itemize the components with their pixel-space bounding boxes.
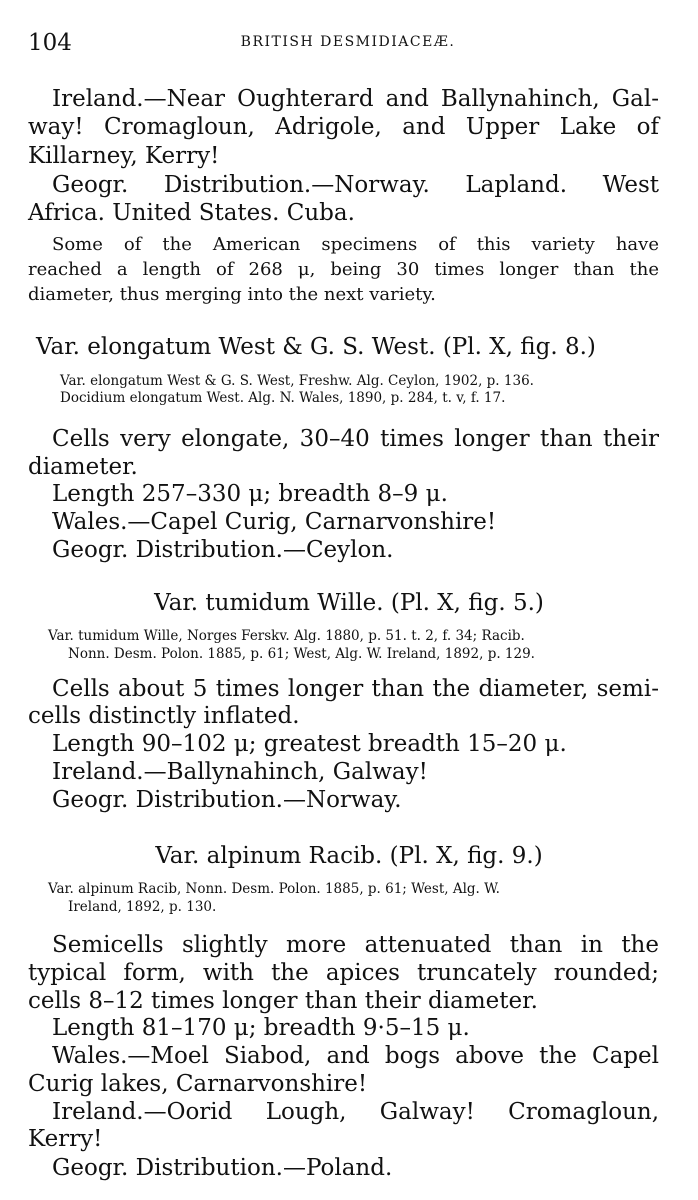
note-line: Some of the American specimens of this variety have <box>52 234 659 255</box>
text-line: Ireland.—Ballynahinch, Galway! <box>52 759 428 785</box>
variety-heading: Var. alpinum Racib. (Pl. X, fig. 9.) <box>155 843 543 869</box>
text-line: Geogr. Distribution.—Poland. <box>52 1155 393 1181</box>
synonym-line: Var. alpinum Racib, Nonn. Desm. Polon. 1885, p. 61; West, Alg. W. <box>48 881 500 897</box>
text-line: Ireland.—Near Oughterard and Ballynahinch, Gal- <box>52 86 659 112</box>
note-line: reached a length of 268 μ, being 30 times longer than the <box>28 259 659 280</box>
text-line: Wales.—Capel Curig, Carnarvonshire! <box>52 509 497 535</box>
synonym-line: Ireland, 1892, p. 130. <box>68 899 217 915</box>
note-line: diameter, thus merging into the next variety. <box>28 284 436 305</box>
synonym-line: Docidium elongatum West. Alg. N. Wales, 1890, p. 284, t. v, f. 17. <box>60 390 506 406</box>
variety-heading: Var. tumidum Wille. (Pl. X, fig. 5.) <box>154 590 544 616</box>
synonym-line: Nonn. Desm. Polon. 1885, p. 61; West, Alg. W. Ireland, 1892, p. 129. <box>68 646 535 662</box>
text-line: Wales.—Moel Siabod, and bogs above the Capel <box>52 1043 659 1069</box>
text-line: Kerry! <box>28 1126 103 1152</box>
text-line: Geogr. Distribution.—Norway. Lapland. West <box>52 172 659 198</box>
text-line: way! Cromagloun, Adrigole, and Upper Lake of <box>28 114 659 140</box>
text-line: Geogr. Distribution.—Norway. <box>52 787 402 813</box>
synonym-line: Var. tumidum Wille, Norges Ferskv. Alg. 1880, p. 51. t. 2, f. 34; Racib. <box>48 628 525 644</box>
running-title: BRITISH DESMIDIACEÆ. <box>240 34 456 50</box>
text-line: Curig lakes, Carnarvonshire! <box>28 1071 368 1097</box>
text-line: Killarney, Kerry! <box>28 143 220 169</box>
text-line: cells distinctly inflated. <box>28 703 300 729</box>
text-line: Length 257–330 μ; breadth 8–9 μ. <box>52 481 448 507</box>
text-line: Semicells slightly more attenuated than in the <box>52 932 659 958</box>
text-line: Length 90–102 μ; greatest breadth 15–20 μ. <box>52 731 567 757</box>
text-line: Length 81–170 μ; breadth 9·5–15 μ. <box>52 1015 470 1041</box>
text-line: diameter. <box>28 454 138 480</box>
text-line: Cells about 5 times longer than the diameter, semi- <box>52 676 659 702</box>
page-number: 104 <box>28 30 72 56</box>
text-line: Cells very elongate, 30–40 times longer than their <box>52 426 659 452</box>
text-line: cells 8–12 times longer than their diameter. <box>28 988 538 1014</box>
variety-heading: Var. elongatum West & G. S. West. (Pl. X, fig. 8.) <box>36 334 596 360</box>
page-header <box>28 30 668 58</box>
synonym-line: Var. elongatum West & G. S. West, Freshw. Alg. Ceylon, 1902, p. 136. <box>60 373 534 389</box>
text-line: Ireland.—Oorid Lough, Galway! Cromagloun, <box>52 1099 659 1125</box>
text-line: Africa. United States. Cuba. <box>28 200 355 226</box>
text-line: Geogr. Distribution.—Ceylon. <box>52 537 394 563</box>
text-line: typical form, with the apices truncately rounded; <box>28 960 659 986</box>
